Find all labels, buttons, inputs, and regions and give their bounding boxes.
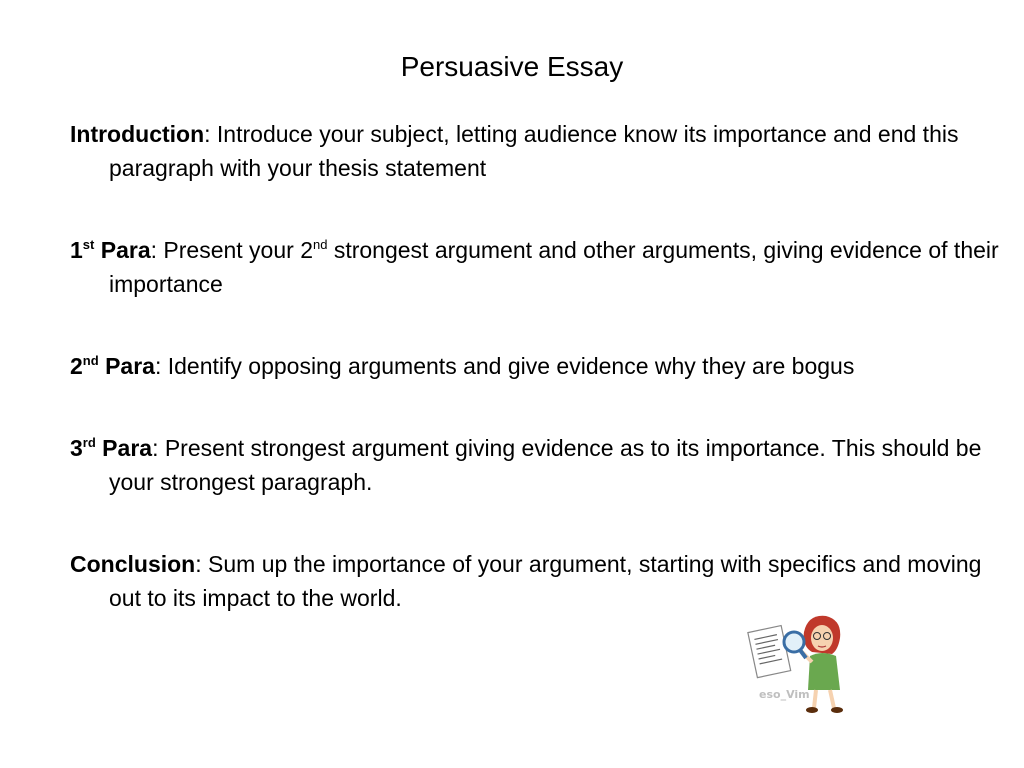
clipart-watermark: eso_Vim	[759, 688, 810, 701]
label-word: Para	[95, 435, 153, 461]
section-introduction	[70, 117, 1019, 185]
section-second-paragraph	[70, 349, 1019, 383]
section-third-paragraph	[70, 431, 1019, 499]
label-word: Para	[98, 353, 155, 379]
section-text: : Sum up the importance of your argument, starting with specifics and moving out to its impact to the world.	[109, 551, 982, 611]
label-number: 2	[70, 353, 83, 379]
section-text: : Present your 2	[150, 237, 313, 263]
section-label	[70, 353, 155, 379]
section-text: : Introduce your subject, letting audience know its importance and end this paragraph with your thesis statement	[109, 121, 959, 181]
section-label: Conclusion	[70, 551, 196, 577]
section-text: : Present strongest argument giving evidence as to its importance. This should be your strongest paragraph.	[109, 435, 982, 495]
section-text-cont: strongest argument and other arguments, giving evidence of their importance	[109, 237, 999, 297]
text-ordinal: nd	[312, 237, 328, 252]
label-ordinal: nd	[82, 353, 99, 368]
slide-title: Persuasive Essay	[400, 51, 624, 82]
label-number: 3	[70, 435, 83, 461]
section-conclusion	[70, 547, 1019, 615]
label-ordinal: rd	[82, 435, 96, 450]
label-word: Para	[94, 237, 151, 263]
section-label	[70, 237, 151, 263]
label-ordinal: st	[82, 237, 95, 252]
section-label	[70, 435, 152, 461]
section-label: Introduction	[70, 121, 205, 147]
section-first-paragraph	[70, 233, 1019, 301]
section-text: : Identify opposing arguments and give evidence why they are bogus	[154, 353, 855, 379]
label-number: 1	[70, 237, 83, 263]
